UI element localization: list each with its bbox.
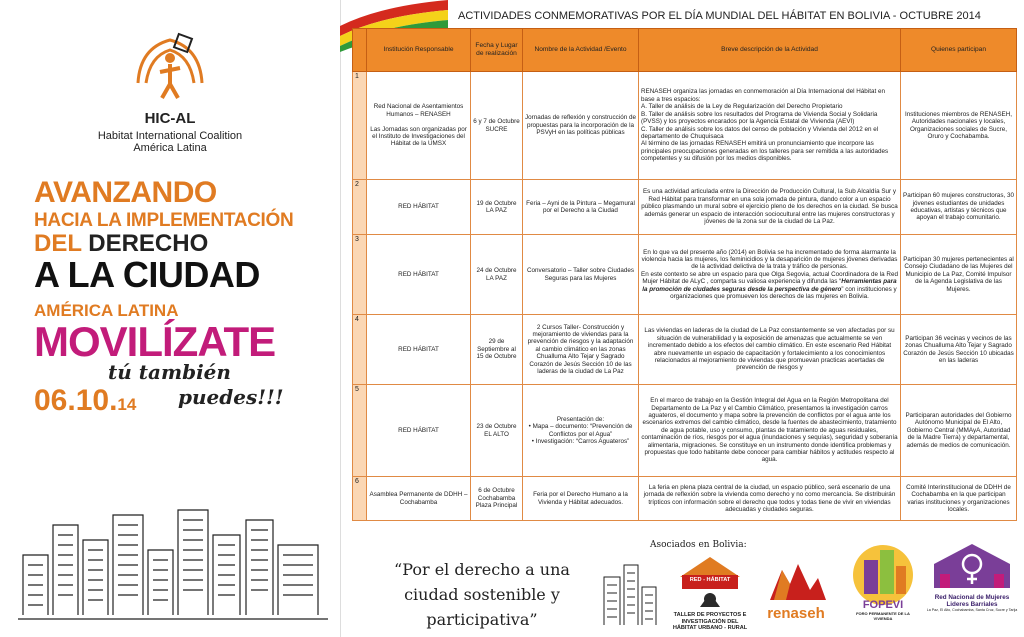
poster-panel (0, 0, 341, 637)
partner-red-mujeres (926, 540, 1018, 612)
cell-nombre: Jornadas de reflexión y construcción de propuestas para la incorporación de la PSVyH en las políticas públicas (523, 72, 639, 180)
partner-red-habitat (670, 555, 750, 632)
table-row (353, 385, 1017, 477)
row-number: 5 (353, 385, 367, 477)
row-number: 1 (353, 72, 367, 180)
partner-renaseh (760, 560, 832, 622)
row-number: 4 (353, 315, 367, 385)
red-mujeres-cities: La Paz, El Alto, Cochabamba, Santa Cruz, Sucre y Tarija (926, 608, 1018, 613)
cell-institucion: RED HÁBITAT (367, 180, 471, 235)
cell-fecha: 24 de Octubre LA PAZ (471, 235, 523, 315)
desc-part-c: ” con instituciones y organizaciones que promueven los derechos de las mujeres en Bolivia. (670, 285, 897, 301)
table-row (353, 315, 1017, 385)
org-name-block (0, 130, 340, 154)
cell-descripcion: La feria en plena plaza central de la ciudad, un espacio público, será escenario de una jornada de reflexión sobre la vivienda como derecho y no como mercancía. Se distribuirán trípticos con información sobre el derecho que todos y todas tiene de vivir en viviendas adecuadas y ciudades seguras. (639, 477, 901, 521)
slogan-line-2: ciudad sostenible y participativa” (404, 585, 560, 629)
red-mujeres-logo-icon (926, 540, 1018, 590)
cell-nombre: Feria – Ayni de la Pintura – Megamural por el Derecho a la Ciudad (523, 180, 639, 235)
cell-fecha: 23 de Octubre EL ALTO (471, 385, 523, 477)
partner-fopevi (850, 542, 916, 621)
headline-3b: DERECHO (88, 230, 209, 257)
red-habitat-logo-text: RED - HÁBITAT (689, 577, 731, 583)
cell-descripcion: RENASEH organiza las jornadas en conmemoración al Día Internacional del Hábitat en base a tres espacios: A. Taller de análisis de la Ley de Regularización del Derecho Propietario B. Taller de análisis sobre los resultados del Programa de Vivienda Social y Solidaria (PVSS) y los proyectos encarados por la Agencia Estatal de Vivienda (AEVI) C. Taller de análisis sobre los datos del censo de población y Vivienda del 2012 en el departamento de Chuquisaca Al término de las jornadas RENASEH emitirá un pronunciamiento que incorpore las principales preocupaciones generadas en los talleres para ser remitida a las autoridades competentes y su difusión por los medios disponibles. (639, 72, 901, 180)
puedes: puedes!!! (178, 385, 284, 409)
fopevi-logo-text: FOPEVI (862, 599, 904, 611)
cell-participan: Participan 30 mujeres pertenecientes al Consejo Ciudadano de las Mujeres del Municipio de La Paz, Comité Impulsor de la Agenda Legislativa de las Mujeres. (901, 235, 1017, 315)
cell-fecha: 6 y 7 de Octubre SUCRE (471, 72, 523, 180)
red-habitat-caption: TALLER DE PROYECTOS E INVESTIGACIÓN DEL HÁBITAT URBANO - RURAL (672, 612, 748, 632)
cell-participan: Participan 36 vecinas y vecinos de las zonas Chualluma Alto Tejar y Sagrado Corazón de Jesús Sección 10 ubicadas en las laderas (901, 315, 1017, 385)
renaseh-logo-text: renaseh (767, 605, 825, 622)
tu-tambien: tú también (108, 360, 231, 384)
cell-descripcion: Es una actividad articulada entre la Dirección de Producción Cultural, la Sub Alcaldía Sur y Red Hábitat para transformar en una sola jornada de pintura, dando color a un espacio público plasmando un mural sobre el ejercicio pleno de los derechos en la ciudad. Se busca además generar un espacio de interacción sociocultural entre las mujeres constructoras y jóvenes de la zona sur de la ciudad de La Paz. (639, 180, 901, 235)
region-label: AMÉRICA LATINA (34, 301, 179, 320)
cell-participan: Participaran autoridades del Gobierno Autónomo Municipal de El Alto, Gobierno Central (MMAyA, Autoridad de la Madre Tierra) y departamental, además de medios de comunicación. (901, 385, 1017, 477)
cell-institucion: Asamblea Permanente de DDHH – Cochabamba (367, 477, 471, 521)
cell-institucion: RED HÁBITAT (367, 385, 471, 477)
row-number: 6 (353, 477, 367, 521)
small-building-sketch (602, 557, 658, 627)
page-title: ACTIVIDADES CONMEMORATIVAS POR EL DÍA MUNDIAL DEL HÁBITAT EN BOLIVIA - OCTUBRE 2014 (458, 10, 981, 22)
cell-institucion: Red Nacional de Asentamientos Humanos – RENASEH Las Jornadas son organizadas por el Instituto de Investigaciones del Hábitat de la UMSX (367, 72, 471, 180)
cell-nombre: Presentación de: • Mapa – documento: “Prevención de Conflictos por el Agua” • Investigación: “Carros Aguateros” (523, 385, 639, 477)
activities-grid (352, 28, 1017, 521)
table-row (353, 72, 1017, 180)
desc-part-b: Herramientas para la promoción de ciudades seguras desde la perspectiva de género (642, 278, 897, 293)
col-header-fecha: Fecha y Lugar de realización (471, 29, 523, 72)
fopevi-caption: FORO PERMANENTE DE LA VIVIENDA (856, 611, 910, 621)
col-header-num (353, 29, 367, 72)
hical-logo (120, 28, 220, 108)
cell-nombre: Conversatorio – Taller sobre Ciudades Seguras para las Mujeres (523, 235, 639, 315)
col-header-institucion: Institución Responsable (367, 29, 471, 72)
cell-nombre: Feria por el Derecho Humano a la Vivienda y Hábitat adecuados. (523, 477, 639, 521)
col-header-descripcion: Breve descripción de la Actividad (639, 29, 901, 72)
org-region: América Latina (133, 142, 207, 154)
headline-2: HACIA LA IMPLEMENTACIÓN (34, 210, 294, 231)
cell-institucion: RED HÁBITAT (367, 235, 471, 315)
renaseh-logo-icon (760, 560, 832, 604)
org-short: HIC-AL (144, 110, 196, 127)
row-number: 3 (353, 235, 367, 315)
cell-participan: Participan 60 mujeres constructoras, 30 jóvenes estudiantes de unidades educativas, artistas y técnicos que apoyan el trabajo comunitario. (901, 180, 1017, 235)
col-header-nombre: Nombre de la Actividad /Evento (523, 29, 639, 72)
slogan-line-1: “Por el derecho a una (394, 560, 570, 579)
cell-descripcion: En el marco de trabajo en la Gestión Integral del Agua en la Región Metropolitana del Departamento de La Paz y el Cambio Climático, presentamos la investigación carros aguateros, el documento y mapa sobre la prevención de conflictos por el agua ante los escenarios extremos del cambio climático, desde la fuentes de abastecimiento, tratamiento de agua potable, uso y consumo, plantas de tratamiento de aguas residuales, contaminación de ríos, riesgos por el agua (inundaciones y sequías), seguridad y soberanía alimentaria, migraciones. Se constituye en un instrumento donde identifica problemas y propuestas que todo habitante debe conocer para cambiar hábitos y actitudes respecto al agua. (639, 385, 901, 477)
cell-institucion: RED HÁBITAT (367, 315, 471, 385)
red-mujeres-name: Red Nacional de Mujeres Lideres Barriales (934, 594, 1010, 608)
slogan-quote (362, 557, 602, 632)
headline-3a: DEL (34, 230, 89, 257)
cell-descripcion: Las viviendas en laderas de la ciudad de La Paz constantemente se ven afectadas por su situación de vulnerabilidad y la exposición de amenazas que actualmente se ven incrementado debido a los efectos del cambio climático. En este escenario Red Hábitat abre nuevamente un espacio de capacitación y fortalecimiento a los conocimientos relacionados al mejoramiento de viviendas que promuevan practicas acertadas de prevención de riesgos y (639, 315, 901, 385)
event-date-main: 06.10. (34, 384, 118, 417)
cell-fecha: 6 de Octubre Cochabamba Plaza Principal (471, 477, 523, 521)
call-to-action: MOVILÍZATE (34, 318, 276, 365)
headline-1: AVANZANDO (34, 176, 217, 209)
city-sketch-illustration (18, 495, 328, 625)
table-row (353, 477, 1017, 521)
headline-4: A LA CIUDAD (34, 254, 260, 295)
event-date-year: 14 (117, 395, 137, 414)
cell-fecha: 29 de Septiembre al 15 de Octubre (471, 315, 523, 385)
cell-fecha: 19 de Octubre LA PAZ (471, 180, 523, 235)
cell-descripcion (639, 235, 901, 315)
activities-table (352, 28, 1016, 521)
event-date (34, 384, 136, 418)
org-name: Habitat International Coalition (97, 130, 243, 142)
asociados-label: Asociados en Bolivia: (650, 540, 747, 550)
col-header-participan: Quienes participan (901, 29, 1017, 72)
cell-participan: Instituciones miembros de RENASEH, Autoridades nacionales y locales, Organizaciones sociales de Sucre, Oruro y Cochabamba. (901, 72, 1017, 180)
table-header-row (353, 29, 1017, 72)
cell-nombre: 2 Cursos Taller- Construcción y mejoramiento de viviendas para la prevención de riesgos y la adaptación al cambio climático en las zonas Chualluma Alto Tejar y Sagrado Corazón de Jesús Sección 10 de las laderas de la ciudad de La Paz (523, 315, 639, 385)
table-row (353, 180, 1017, 235)
row-number: 2 (353, 180, 367, 235)
table-row (353, 235, 1017, 315)
cell-participan: Comité Interinstitucional de DDHH de Cochabamba en la que participan varias instituciones y organizaciones locales. (901, 477, 1017, 521)
desc-part-a: En lo que va del presente año (2014) en Bolivia se ha incrementado de forma alarmante la violencia hacia las mujeres, los feminicidios y la desaparición de mujeres jóvenes derivadas de la actividad delictiva de la trata y tráfico de personas. En este contexto se abre un espacio para que Olga Segovia, actual Coordinadora de la Red Mujer Hábitat de ALyC , comparta su valiosa experiencia y difunda las “ (641, 248, 898, 286)
